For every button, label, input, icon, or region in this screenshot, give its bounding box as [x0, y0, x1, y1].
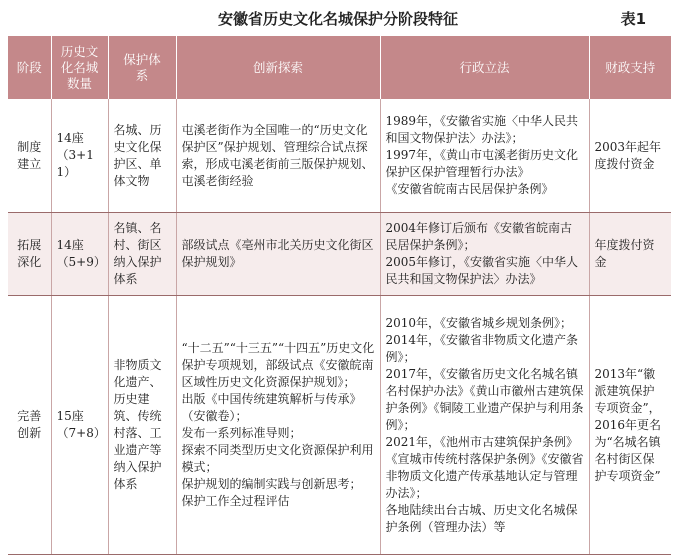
innovation-item: 保护工作全过程评估	[181, 494, 290, 508]
count-detail: （7+8）	[56, 426, 106, 440]
table-title: 安徽省历史文化名城保护分阶段特征	[217, 10, 458, 28]
header-legislation: 行政立法	[380, 36, 589, 99]
legislation-item: 各地陆续出台古城、历史文化名城保护条例（管理办法）等	[385, 502, 578, 534]
legislation-item: 2021年，《池州市古建筑保护条例》《宣城市传统村落保护条例》《安徽省非物质文化遗产传承基地认定与管理办法》；	[385, 434, 584, 500]
stage-cell: 完善创新	[8, 296, 51, 555]
legislation-cell	[380, 99, 589, 213]
legislation-item: 2017年，《安徽省历史文化名城名镇名村保护办法》《黄山市徽州古建筑保护条例》《铜陵工业遗产保护与利用条例》；	[385, 366, 584, 432]
innovation-item: 保护规划的编制实践与创新思考；	[181, 477, 362, 491]
header-protection-system: 保护体系	[108, 36, 176, 99]
legislation-item: 2005年修订，《安徽省实施〈中华人民共和国文物保护法〉办法》	[385, 255, 579, 286]
count-cell	[51, 99, 108, 213]
innovation-cell: 屯溪老街作为全国唯一的“历史文化保护区”保护规划、管理综合试点探索，形成屯溪老街前三版保护规划、屯溪老街经验	[176, 99, 380, 213]
innovation-item: “十二五”“十三五”“十四五”历史文化保护专项规划，部级试点《安徽皖南区域性历史文化资源保护规划》；	[181, 341, 375, 389]
table-row	[8, 99, 671, 213]
table-row	[8, 213, 671, 296]
table-number: 表1	[620, 10, 646, 28]
header-finance: 财政支持	[589, 36, 671, 99]
legislation-item: 2010年，《安徽省城乡规划条例》；	[385, 315, 573, 330]
legislation-cell	[380, 213, 589, 296]
count-value: 15座	[56, 409, 84, 423]
header-row	[8, 36, 671, 99]
innovation-cell: 部级试点《亳州市北关历史文化街区保护规划》	[176, 213, 380, 296]
innovation-item: 探索不同类型历史文化资源保护利用模式；	[181, 443, 374, 474]
count-value: 14座	[56, 131, 84, 145]
count-cell	[51, 296, 108, 555]
finance-cell: 2003年起年度拨付资金	[589, 99, 671, 213]
finance-cell: 2013年“徽派建筑保护专项资金”，2016年更名为“名城名镇名村街区保护专项资金”	[589, 296, 671, 555]
stage-cell: 拓展深化	[8, 213, 51, 296]
stage-cell: 制度建立	[8, 99, 51, 213]
table-row	[8, 296, 671, 555]
innovation-item: 发布一系列标准导则；	[181, 426, 302, 440]
system-cell: 名城、历史文化保护区、单体文物	[108, 99, 176, 213]
legislation-item: 1989年，《安徽省实施〈中华人民共和国文物保护法〉办法》；	[385, 114, 579, 145]
count-cell	[51, 213, 108, 296]
finance-cell: 年度拨付资金	[589, 213, 671, 296]
legislation-item: 《安徽省皖南古民居保护条例》	[385, 182, 554, 196]
innovation-item: 出版《中国传统建筑解析与传承》（安徽卷）；	[181, 392, 362, 423]
header-city-count: 历史文化名城数量	[51, 36, 108, 99]
count-detail: （5+9）	[56, 255, 106, 269]
innovation-cell	[176, 296, 380, 555]
count-value: 14座	[56, 238, 84, 252]
header-innovation: 创新探索	[176, 36, 380, 99]
system-cell: 非物质文化遗产、历史建筑、传统村落、工业遗产等纳入保护体系	[108, 296, 176, 555]
legislation-item: 1997年，《黄山市屯溪老街历史文化保护区保护管理暂行办法》	[385, 148, 579, 179]
count-detail: （3+11）	[56, 148, 94, 179]
stage-table	[8, 36, 671, 555]
system-cell: 名镇、名村、街区纳入保护体系	[108, 213, 176, 296]
legislation-item: 2004年修订后颁布《安徽省皖南古民居保护条例》；	[385, 221, 573, 252]
header-stage: 阶段	[8, 36, 51, 99]
legislation-cell	[380, 296, 589, 555]
legislation-item: 2014年，《安徽省非物质文化遗产条例》；	[385, 332, 579, 364]
